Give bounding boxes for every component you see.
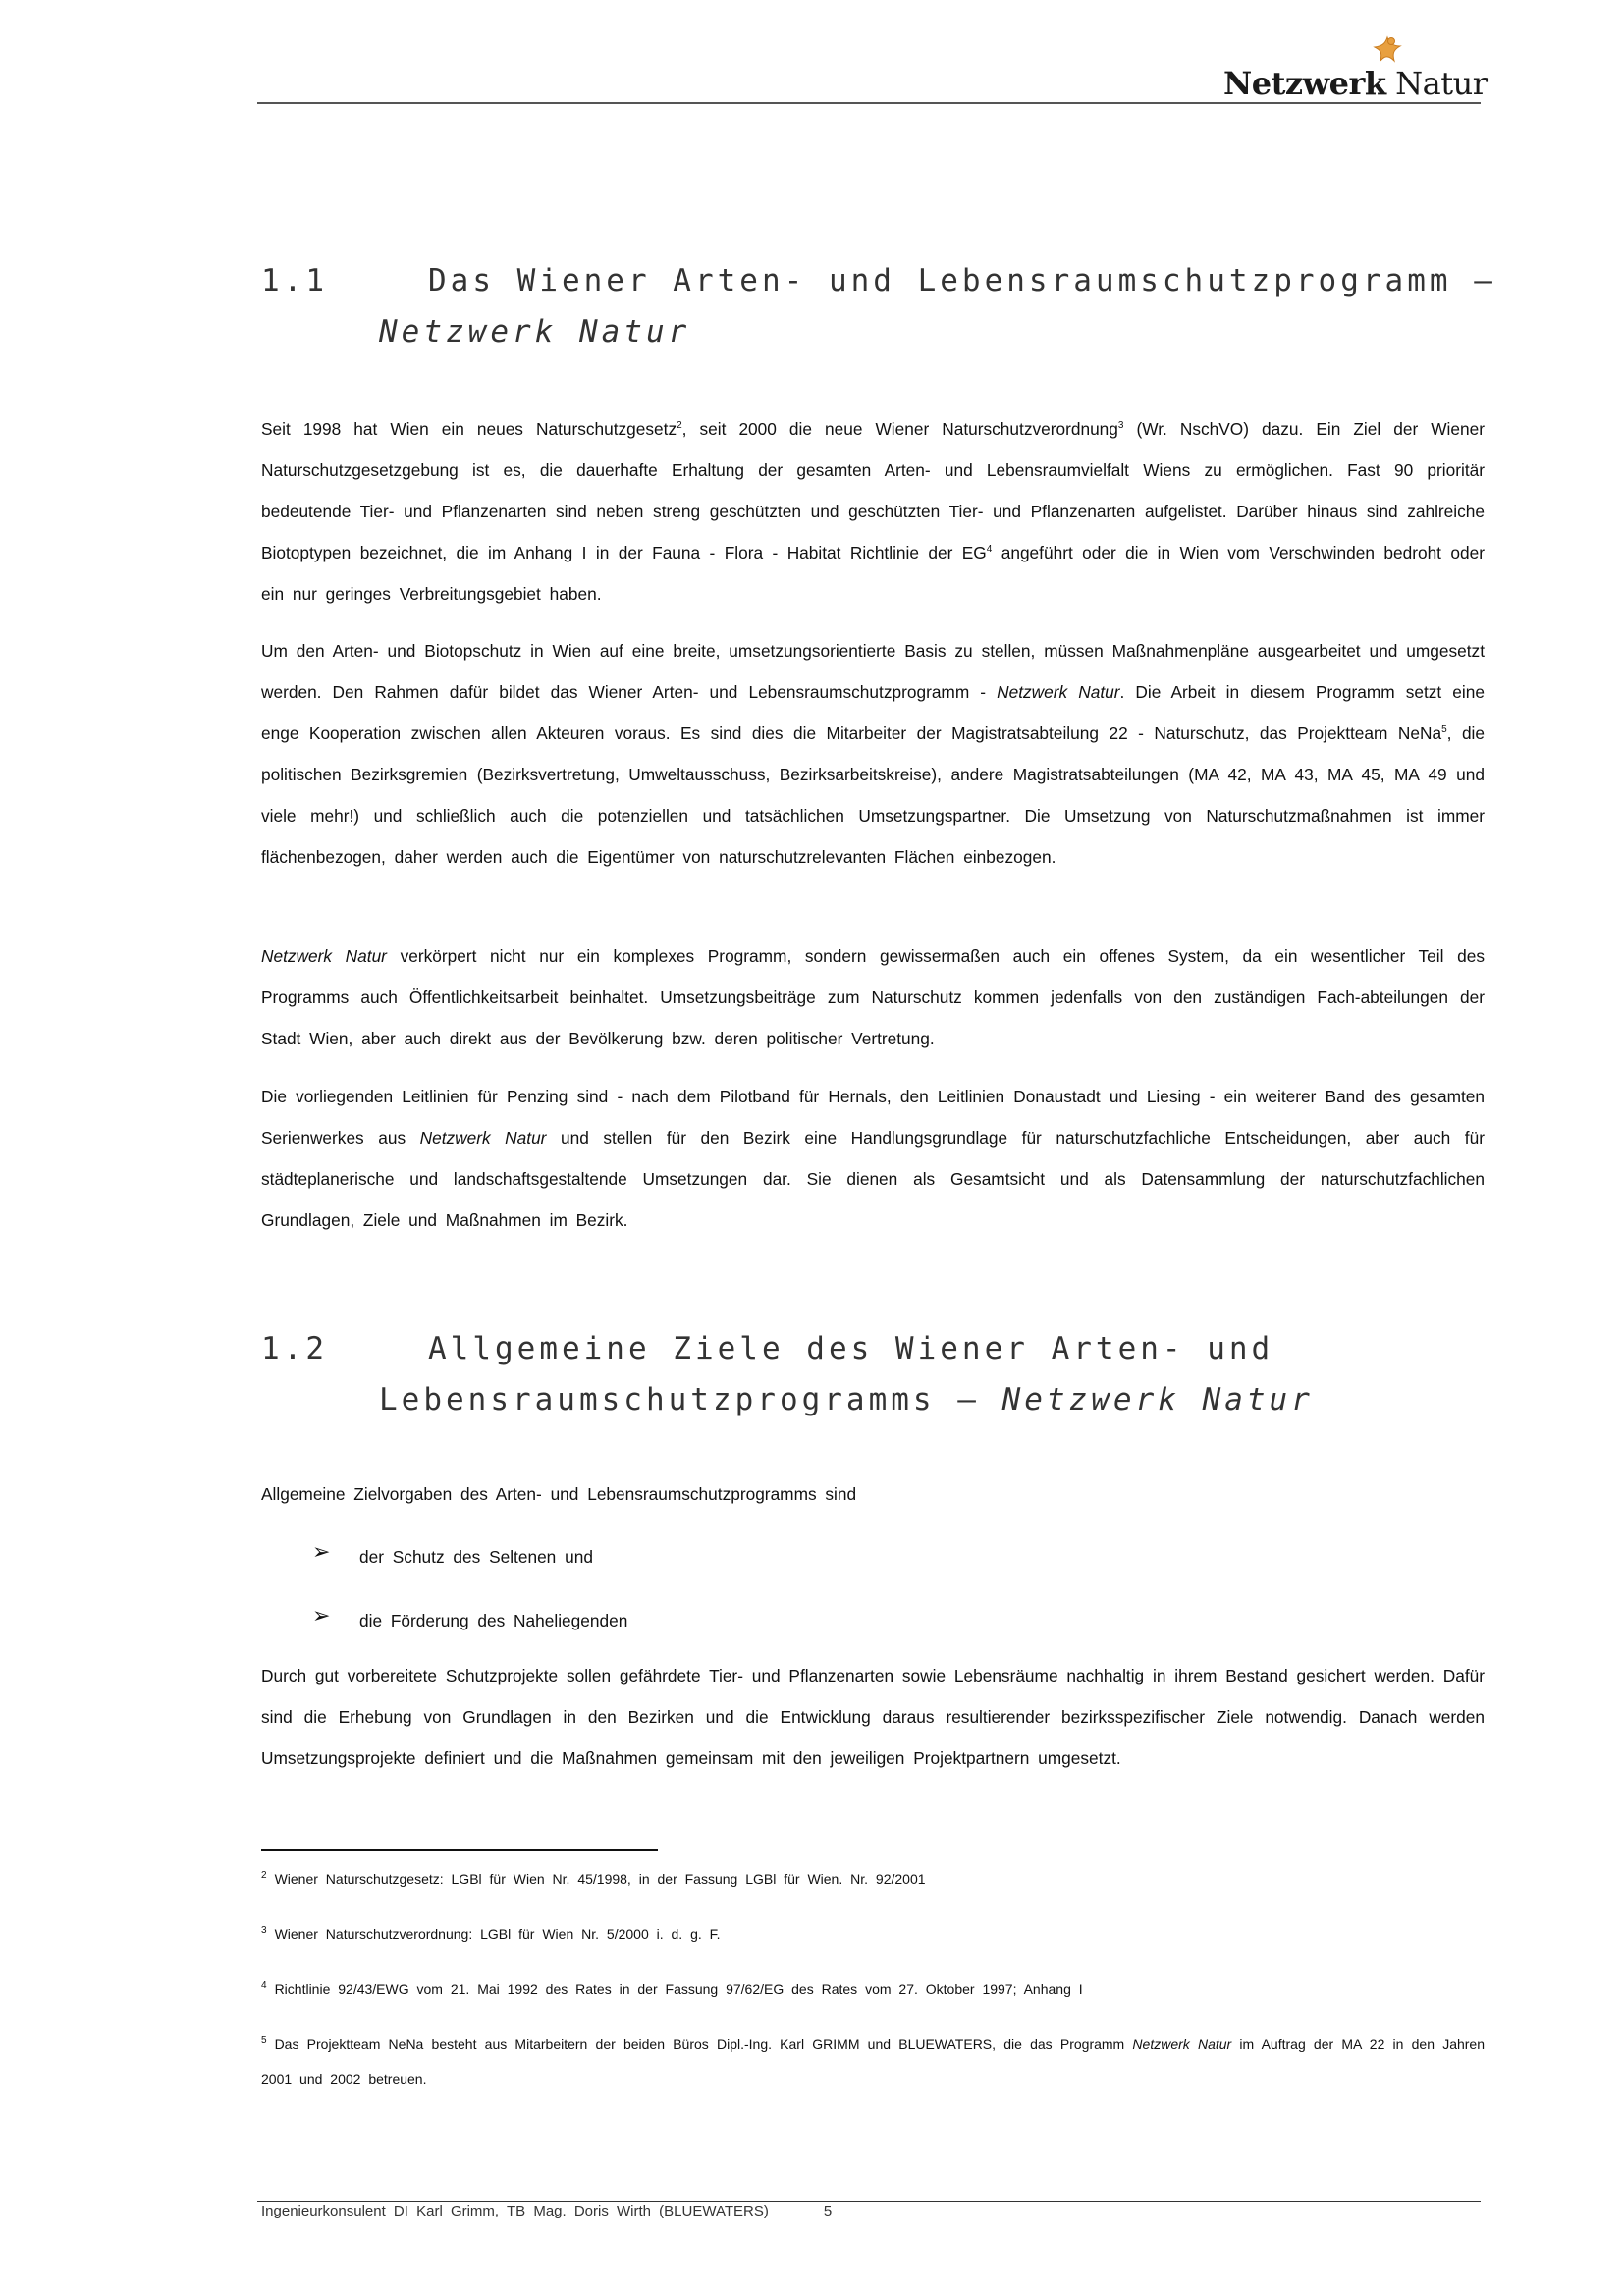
page-footer xyxy=(261,2203,832,2219)
star-figure-icon xyxy=(1365,35,1410,69)
paragraph-5: Durch gut vorbereitete Schutzprojekte sollen gefährdete Tier- und Pflanzenarten sowie Lebensräume nachhaltig in ihrem Bestand gesichert werden. Dafür sind die Erhebung von Grundlagen in den Bezirken und die Entwicklung daraus resultierender bezirksspezifischer Ziele notwendig. Danach werden Umsetzungsprojekte definiert und die Maßnahmen gemeinsam mit den jeweiligen Projektpartnern umgesetzt. xyxy=(261,1666,1485,1768)
section-heading-1-2: 1.2 Allgemeine Ziele des Wiener Arten- und Lebensraumschutzprogramms – Netzwerk Natur xyxy=(261,1323,1314,1425)
section-title-line2: Lebensraumschutzprogramms – xyxy=(379,1382,1002,1417)
section-heading-1-1 xyxy=(261,255,1496,357)
footnote-4: $^4$ Richtlinie 92/43/EWG vom 21. Mai 1992 des Rates in der Fassung 97/62/EG des Rates vom 27. Oktober 1997; Anhang I xyxy=(261,1980,1083,1997)
logo-wordmark: Netzwerk Natur xyxy=(1223,65,1488,102)
footer-divider xyxy=(257,2201,1481,2202)
section-title-line1: Das Wiener Arten- und Lebensraumschutzprogramm – xyxy=(428,263,1496,298)
section-title-line1: Allgemeine Ziele des Wiener Arten- und xyxy=(428,1331,1274,1366)
list-item: ➢ die Förderung des Naheliegenden xyxy=(312,1603,628,1630)
section-title-line2: Netzwerk Natur xyxy=(379,314,691,349)
goals-intro: Allgemeine Zielvorgaben des Arten- und Lebensraumschutzprogramms sind xyxy=(261,1484,857,1504)
paragraph-3: Netzwerk Natur verkörpert nicht nur ein komplexes Programm, sondern gewissermaßen auch ein offenes System, da ein wesentlicher Teil des Programms auch Öffentlichkeitsarbeit beinhaltet. Umsetzungsbeiträge zum Naturschutz kommen jedenfalls von den zuständigen Fach-abteilungen der Stadt Wien, aber auch direkt aus der Bevölkerung bzw. deren politischer Vertretung. xyxy=(261,946,1485,1048)
arrow-bullet-icon: ➢ xyxy=(312,1539,331,1564)
list-item: ➢ der Schutz des Seltenen und xyxy=(312,1539,593,1567)
paragraph-2: Um den Arten- und Biotopschutz in Wien auf eine breite, umsetzungsorientierte Basis zu stellen, müssen Maßnahmenpläne ausgearbeitet und umgesetzt werden. Den Rahmen dafür bildet das Wiener Arten- und Lebensraumschutzprogramm - Netzwerk Natur. Die Arbeit in diesem Programm setzt eine enge Kooperation zwischen allen Akteuren voraus. Es sind dies die Mitarbeiter der Magistratsabteilung 22 - Naturschutz, das Projektteam NeNa$^5$, die politischen Bezirksgremien (Bezirksvertretung, Umweltausschuss, Bezirksarbeitskreise), andere Magistratsabteilungen (MA 42, MA 43, MA 45, MA 49 und viele mehr!) und schließlich auch die potenziellen und tatsächlichen Umsetzungspartner. Die Umsetzung von Naturschutzmaßnahmen ist immer flächenbezogen, daher werden auch die Eigentümer von naturschutzrelevanten Flächen einbezogen. xyxy=(261,641,1485,867)
footnote-3: $^3$ Wiener Naturschutzverordnung: LGBl für Wien Nr. 5/2000 i. d. g. F. xyxy=(261,1925,721,1942)
arrow-bullet-icon: ➢ xyxy=(312,1603,331,1628)
footnote-ref-3[interactable]: 3 xyxy=(1117,420,1124,432)
netzwerk-natur-logo xyxy=(1223,35,1488,102)
section-number: 1.2 xyxy=(261,1331,328,1366)
footnote-ref-2[interactable]: 2 xyxy=(677,420,682,432)
page-number: 5 xyxy=(823,2203,833,2219)
section-number: 1.1 xyxy=(261,263,328,298)
footnote-ref-5[interactable]: 5 xyxy=(1441,724,1447,736)
footnote-ref-4[interactable]: 4 xyxy=(986,544,993,556)
footnote-2: $^2$ Wiener Naturschutzgesetz: LGBl für Wien Nr. 45/1998, in der Fassung LGBl für Wien. Nr. 92/2001 xyxy=(261,1870,926,1887)
footnote-5: $^5$ Das Projektteam NeNa besteht aus Mitarbeitern der beiden Büros Dipl.-Ing. Karl GRIMM und BLUEWATERS, die das Programm Netzwerk Natur im Auftrag der MA 22 in den Jahren 2001 und 2002 betreuen. xyxy=(261,2035,1486,2087)
footer-author: Ingenieurkonsulent DI Karl Grimm, TB Mag. Doris Wirth (BLUEWATERS) xyxy=(261,2203,769,2219)
header-divider xyxy=(257,102,1481,104)
paragraph-1: Seit 1998 hat Wien ein neues Naturschutzgesetz$^2$, seit 2000 die neue Wiener Naturschutzverordnung$^3$ (Wr. NschVO) dazu. Ein Ziel der Wiener Naturschutzgesetzgebung ist es, die dauerhafte Erhaltung der gesamten Arten- und Lebensraumvielfalt Wiens zu ermöglichen. Fast 90 prioritär bedeutende Tier- und Pflanzenarten sind neben streng geschützten und geschützten Tier- und Pflanzenarten aufgelistet. Darüber hinaus sind zahlreiche Biotoptypen bezeichnet, die im Anhang I in der Fauna - Flora - Habitat Richtlinie der $EG^4$ angeführt oder die in Wien vom Verschwinden bedroht oder ein nur geringes Verbreitungsgebiet haben. xyxy=(261,419,1485,604)
paragraph-4: Die vorliegenden Leitlinien für Penzing sind - nach dem Pilotband für Hernals, den Leitlinien Donaustadt und Liesing - ein weiterer Band des gesamten Serienwerkes aus Netzwerk Natur und stellen für den Bezirk eine Handlungsgrundlage für naturschutzfachliche Entscheidungen, aber auch für städteplanerische und landschaftsgestaltende Umsetzungen dar. Sie dienen als Gesamtsicht und als Datensammlung der naturschutzfachlichen Grundlagen, Ziele und Maßnahmen im Bezirk. xyxy=(261,1087,1485,1230)
footnote-divider xyxy=(261,1849,658,1851)
